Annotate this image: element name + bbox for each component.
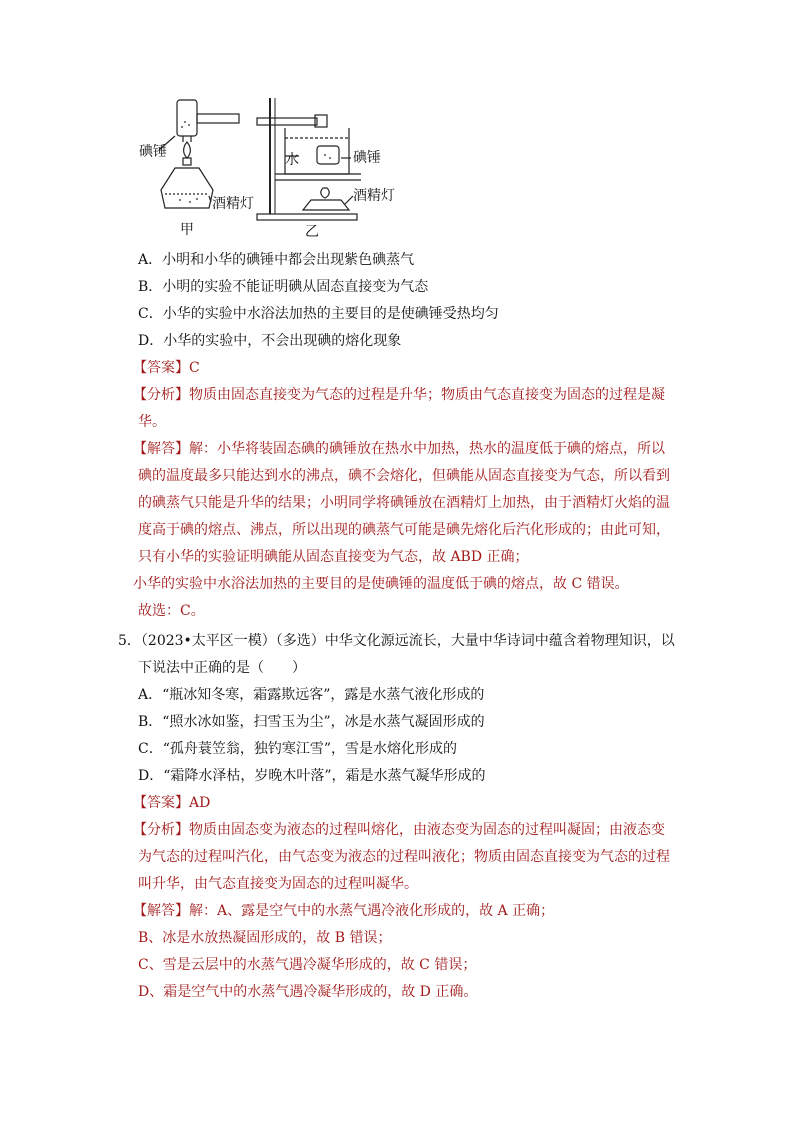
label-iodine-hammer-jia: 碘锤 (139, 144, 167, 160)
q5-analysis-text-2: 为气态的过程叫汽化，由气态变为液态的过程叫液化；物质由固态直接变为气态的过程 (138, 849, 670, 865)
q5-solution-line-1 (133, 902, 554, 920)
stand-arm (257, 118, 317, 125)
q4-option-b: B．小明的实验不能证明碘从固态直接变为气态 (138, 279, 429, 295)
q4-answer-tag: 【答案】 (133, 360, 189, 376)
alcohol-lamp-jia (161, 168, 213, 208)
iodine-hammer-yi (317, 146, 339, 164)
q4-analysis-text-1: 物质由固态直接变为气态的过程是升华；物质由气态直接变为固态的过程是凝 (189, 387, 665, 403)
q4-choose: 故选：C。 (138, 603, 205, 619)
label-iodine-hammer-yi: 碘锤 (353, 150, 381, 166)
label-alcohol-lamp-jia: 酒精灯 (212, 196, 254, 212)
stand-base (257, 214, 357, 220)
q4-analysis-text-2: 华。 (138, 414, 166, 430)
q5-option-d: D．“霜降水泽枯，岁晚木叶落”，霜是水蒸气凝华形成的 (138, 768, 486, 784)
iodine-hammer-jia (177, 100, 197, 136)
q5-solution-tag: 【解答】 (133, 903, 189, 919)
q4-option-d: D．小华的实验中，不会出现碘的熔化现象 (138, 333, 402, 349)
q5-stem-line-1: 5．（2023•太平区一模）（多选）中华文化源远流长，大量中华诗词中蕴含着物理知识，以 (118, 633, 675, 649)
q5-analysis-text-3: 叫升华，由气态直接变为固态的过程叫凝华。 (138, 876, 418, 892)
apparatus-drawing (135, 92, 420, 242)
q5-option-c: C．“孤舟蓑笠翁，独钓寒江雪”，雪是水熔化形成的 (138, 741, 458, 757)
label-water: 水 (285, 152, 299, 168)
q5-answer-value: AD (189, 795, 211, 811)
q4-analysis-tag: 【分析】 (133, 387, 189, 403)
label-jia: 甲 (180, 222, 194, 238)
q4-analysis-line-1 (133, 386, 665, 404)
q5-stem-line-2: 下说法中正确的是（ ） (138, 660, 306, 676)
label-alcohol-lamp-yi: 酒精灯 (353, 188, 395, 204)
q4-solution-text-6: 小华的实验中水浴法加热的主要目的是使碘锤的温度低于碘的熔点，故 C 错误。 (133, 576, 629, 592)
q5-analysis-line-1 (133, 821, 665, 839)
q5-analysis-tag: 【分析】 (133, 822, 189, 838)
q4-option-c: C．小华的实验中水浴法加热的主要目的是使碘锤受热均匀 (138, 306, 499, 322)
q5-option-b: B．“照水冰如鉴，扫雪玉为尘”，冰是水蒸气凝固形成的 (138, 714, 485, 730)
q5-solution-text-4: D、霜是空气中的水蒸气遇冷凝华形成的，故 D 正确。 (138, 984, 478, 1000)
q4-option-a: A．小明和小华的碘锤中都会出现紫色碘蒸气 (138, 252, 415, 268)
q4-answer-value: C (189, 360, 200, 376)
hammer-holder-jia (197, 114, 239, 123)
q4-solution-line-1 (133, 440, 665, 458)
q5-answer-tag: 【答案】 (133, 795, 189, 811)
flame-yi (321, 188, 329, 198)
experiment-figure (135, 92, 420, 242)
q5-analysis-text-1: 物质由固态变为液态的过程叫熔化，由液态变为固态的过程叫凝固；由液态变 (189, 822, 665, 838)
q4-solution-text-3: 的碘蒸气只能是升华的结果；小明同学将碘锤放在酒精灯上加热，由于酒精灯火焰的温 (138, 495, 670, 511)
q4-solution-tag: 【解答】 (133, 441, 189, 457)
q5-solution-text-2: B、冰是水放热凝固形成的，故 B 错误； (138, 930, 392, 946)
q5-solution-text-1: 解：A、露是空气中的水蒸气遇冷液化形成的，故 A 正确； (189, 903, 555, 919)
q5-answer (133, 794, 210, 812)
alcohol-lamp-yi (303, 200, 349, 210)
q4-solution-text-5: 只有小华的实验证明碘能从固态直接变为气态，故 ABD 正确； (138, 549, 529, 565)
q5-option-a: A．“瓶冰知冬寒，霜露欺远客”，露是水蒸气液化形成的 (138, 687, 485, 703)
flame-jia (184, 142, 191, 158)
label-yi: 乙 (305, 224, 319, 240)
q4-solution-text-4: 度高于碘的熔点、沸点，所以出现的碘蒸气可能是碘先熔化后汽化形成的；由此可知， (138, 522, 670, 538)
q4-answer (133, 359, 200, 377)
q4-solution-text-1: 解：小华将装固态碘的碘锤放在热水中加热，热水的温度低于碘的熔点，所以 (189, 441, 665, 457)
q4-solution-text-2: 碘的温度最多只能达到水的沸点，碘不会熔化，但碘能从固态直接变为气态，所以看到 (138, 468, 670, 484)
q5-solution-text-3: C、雪是云层中的水蒸气遇冷凝华形成的，故 C 错误； (138, 957, 477, 973)
